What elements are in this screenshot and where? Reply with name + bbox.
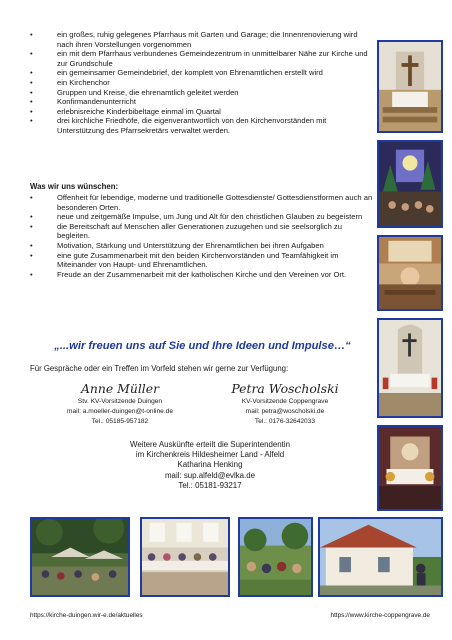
footer-link-duingen[interactable]: https://kirche-duingen.wir-e.de/aktuelles (30, 612, 143, 619)
list-item: • drei kirchliche Friedhöfe, die eigenverantwortlich von den Kirchenvorständen mit Unterstützung des Pfarrsekretärs verwaltet werden. (30, 116, 375, 135)
list-item: • ein großes, ruhig gelegenes Pfarrhaus mit Garten und Garage; die Innenrenovierung wird nach ihren Vorstellungen vorgenommen (30, 30, 375, 49)
photo-hall-dinner (140, 517, 230, 597)
photo-church-hall (377, 235, 443, 311)
list-item: • ein Kirchenchor (30, 78, 375, 88)
slogan: „...wir freuen uns auf Sie und Ihre Ideen und Impulse…“ (54, 340, 351, 352)
list-item: • Freude an der Zusammenarbeit mit der katholischen Kirche und den Vereinen vor Ort. (30, 270, 375, 280)
info-mail[interactable]: mail: sup.alfeld@evlka.de (164, 470, 256, 480)
photo-church-interior (377, 40, 443, 133)
list-item: • eine gute Zusammenarbeit mit den beiden Kirchenvorständen und Teamfähigkeit im Miteinander von Haupt- und Ehrenamtlichen. (30, 251, 375, 270)
footer-link-coppengrave[interactable]: https://www.kirche-coppengrave.de (330, 612, 430, 619)
list-item: • Motivation, Stärkung und Unterstützung der Ehrenamtlichen bei ihren Aufgaben (30, 241, 375, 251)
photo-decorated-altar (377, 425, 443, 511)
superintendent-info (80, 440, 340, 491)
offer-list (30, 30, 375, 136)
info-line: Weitere Auskünfte erteilt die Superintendentin (130, 440, 290, 449)
contact-mail[interactable]: mail: a.moeller-duingen@t-online.de (66, 407, 174, 415)
contact-role: KV-Vorsitzende Coppengrave (241, 398, 329, 405)
wishes-list (30, 193, 375, 279)
signature: Petra Woscholski (231, 381, 339, 396)
contact-right (200, 380, 370, 426)
contact-mail[interactable]: mail: petra@woscholski.de (245, 407, 325, 415)
info-name: Katharina Henking (177, 460, 243, 470)
signature: Anne Müller (80, 381, 160, 396)
photo-church-musicians (318, 517, 443, 597)
list-item: • die Bereitschaft auf Menschen aller Generationen zuzugehen und sie seelsorglich zu begleiten. (30, 222, 375, 241)
photo-christmas-service (377, 140, 443, 228)
contact-tel: Tel.: 0176-32642033 (254, 417, 316, 425)
photo-chapel-altar (377, 318, 443, 418)
list-item: • ein gemeinsamer Gemeindebrief, der komplett von Ehrenamtlichen erstellt wird (30, 68, 375, 78)
contact-role: Stv. KV-Vorsitzende Duingen (77, 398, 163, 405)
wishes-heading: Was wir uns wünschen: (30, 182, 119, 191)
info-tel: Tel.: 05181-93217 (178, 480, 242, 490)
info-line: im Kirchenkreis Hildesheimer Land - Alfeld (135, 450, 285, 460)
list-item: • Konfirmandenunterricht (30, 97, 375, 107)
list-item: • Offenheit für lebendige, moderne und traditionelle Gottesdienste/ Gottesdienstformen auch an besonderen Orten. (30, 193, 375, 212)
list-item: • neue und zeitgemäße Impulse, um Jung und Alt für den christlichen Glauben zu begeistern (30, 212, 375, 222)
contact-tel: Tel.: 05185-957182 (91, 417, 149, 425)
contact-left (35, 380, 205, 426)
photo-outdoor-service (238, 517, 313, 597)
list-item: • Gruppen und Kreise, die ehrenamtlich geleitet werden (30, 88, 375, 98)
list-item: • erlebnisreiche Kinderbibeltage einmal im Quartal (30, 107, 375, 117)
photo-outdoor-gathering (30, 517, 130, 597)
list-item: • ein mit dem Pfarrhaus verbundenes Gemeindezentrum in unmittelbarer Nähe zur Kirche und zur Grundschule (30, 49, 375, 68)
invite-text: Für Gespräche oder ein Treffen im Vorfeld stehen wir gerne zur Verfügung: (30, 364, 289, 373)
